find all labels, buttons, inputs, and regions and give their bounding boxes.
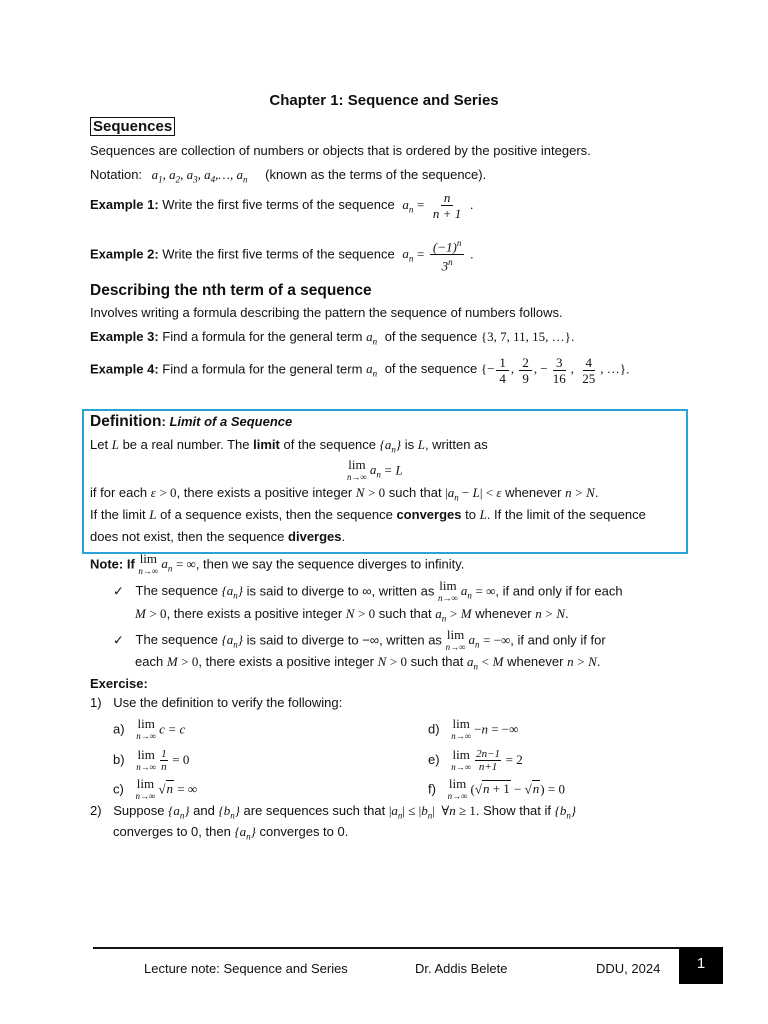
note-line: Note: If lim n→∞ $a_n$ = ∞, then we say the sequence diverges to infinity. (90, 551, 465, 576)
definition-line-5: does not exist, then the sequence diverges. (90, 529, 346, 544)
limit-formula: lim n→∞ $a_n = L$ (347, 457, 403, 482)
check-icon: ✓ (113, 583, 124, 599)
example-4: Example 4: Find a formula for the general term $a_n$ of the sequence {− $\frac{1}{4}$ , $\frac{2}{9}$ , − $\frac{3}{16}$ , $\frac{4}{25}$ , …}. (90, 355, 630, 386)
nth-term-heading: Describing the nth term of a sequence (90, 282, 372, 299)
exercise-heading: Exercise: (90, 676, 148, 691)
note-bullet-2: ✓ The sequence $\{a_n\}$ is said to diverge to −∞, written as lim n→∞ $a_n$ = −∞, if and only if for (113, 627, 606, 652)
exercise-q2-cont: converges to 0, then $\{a_n\}$ converges to 0. (113, 824, 349, 842)
footer-rule (93, 947, 723, 949)
footer-author: Dr. Addis Belete (415, 961, 508, 976)
example-3: Example 3: Find a formula for the general term $a_n$ of the sequence {3, 7, 11, 15, …}. (90, 329, 575, 347)
page-title: Chapter 1: Sequence and Series (269, 92, 499, 109)
check-icon: ✓ (113, 632, 124, 648)
note-bullet-1-cont: M > 0, there exists a positive integer N > 0 such that $a_n > M$ whenever n > N. (135, 606, 569, 624)
exercise-item-f: f) lim n→∞ (√n + 1 − √n) = 0 (428, 776, 565, 801)
page-number: 1 (679, 947, 723, 984)
example-1: Example 1: Write the first five terms of the sequence $a_n$ = $\frac{n}{n + 1}$ . (90, 190, 474, 221)
exercise-q2: 2) Suppose $\{a_n\}$ and $\{b_n\}$ are sequences such that $|a_n| \le |b_n|$ ∀n ≥ 1. Show that if $\{b_n\}$ (90, 803, 577, 821)
sequences-heading: Sequences (90, 118, 175, 135)
exercise-q1: 1) Use the definition to verify the following: (90, 695, 343, 710)
footer-left: Lecture note: Sequence and Series (144, 961, 348, 976)
definition-line-4: If the limit L of a sequence exists, then the sequence converges to L. If the limit of the sequence (90, 507, 646, 522)
notation-line: Notation: $a_1$, $a_2$, $a_3$, $a_4,\dots$, $a_n$ (known as the terms of the sequence). (90, 167, 487, 185)
nth-term-intro: Involves writing a formula describing the pattern the sequence of numbers follows. (90, 305, 563, 320)
exercise-item-d: d) lim n→∞ −n = −∞ (428, 716, 519, 741)
exercise-item-e: e) lim n→∞ $\frac{2n-1}{n+1}$ = 2 (428, 746, 523, 773)
definition-line-3: if for each ε > 0, there exists a positive integer N > 0 such that $|a_n - L| < \varepsilon$ whenever n > N. (90, 485, 599, 503)
exercise-item-b: b) lim n→∞ $\frac{1}{n}$ = 0 (113, 746, 190, 773)
footer-right: DDU, 2024 (596, 961, 661, 976)
definition-heading: Definition: Limit of a Sequence (90, 413, 293, 430)
sequences-intro: Sequences are collection of numbers or objects that is ordered by the positive integers. (90, 143, 591, 158)
exercise-item-c: c) lim n→∞ √n = ∞ (113, 776, 198, 801)
exercise-item-a: a) lim n→∞ c = c (113, 716, 186, 741)
note-bullet-1: ✓ The sequence $\{a_n\}$ is said to diverge to ∞, written as lim n→∞ $a_n$ = ∞, if and only if for each (113, 578, 623, 603)
example-2: Example 2: Write the first five terms of the sequence $a_n$ = $\frac{(-1)^n}{3^n}$ . (90, 238, 474, 274)
definition-line-1: Let L be a real number. The limit of the sequence $\{a_n\}$ is L, written as (90, 437, 488, 455)
note-bullet-2-cont: each M > 0, there exists a positive integer N > 0 such that $a_n < M$ whenever n > N. (135, 654, 601, 672)
